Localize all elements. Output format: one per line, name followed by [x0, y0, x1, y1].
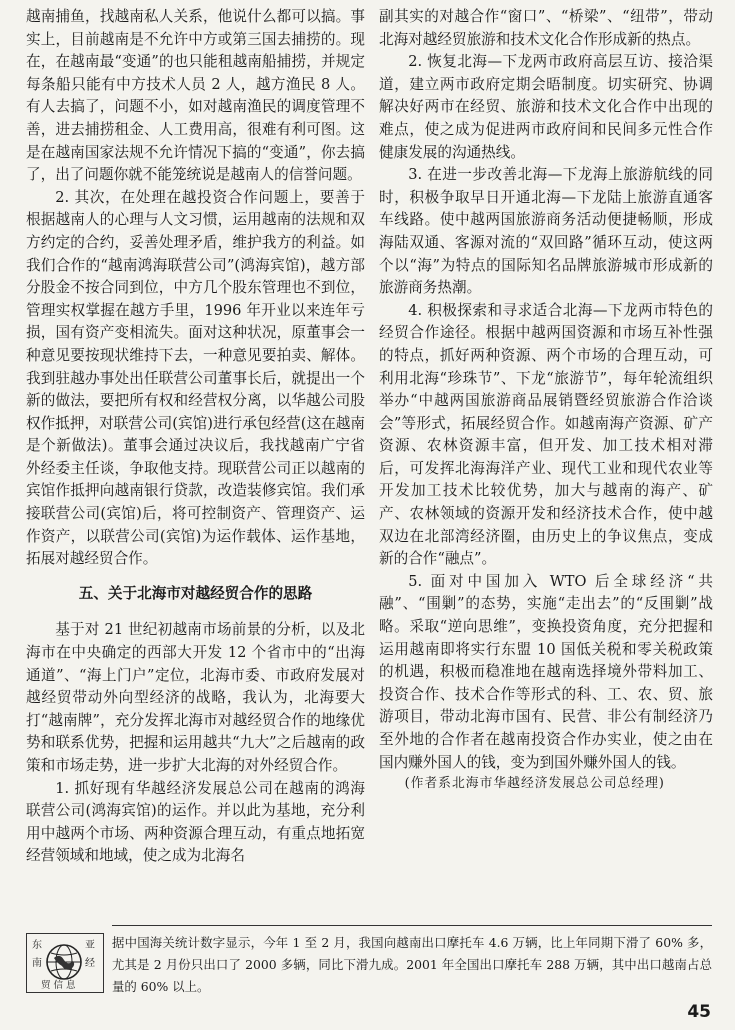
right-column: [379, 6, 713, 794]
svg-text:经: 经: [85, 958, 95, 969]
paragraph: 2. 恢复北海—下龙两市政府高层互访、接洽渠道，建立两市政府定期会晤制度。切实研究、协调解决好两市在经贸、旅游和技术文化合作中出现的难点，使之成为促进两市政府间和民间多元性合作健康发展的沟通热线。: [379, 53, 713, 161]
footer-note: 据中国海关统计数字显示，今年 1 至 2 月，我国向越南出口摩托车 4.6 万辆，比上年同期下滑了 60% 多，尤其是 2 月份只出口了 2000 多辆，同比下滑九成。2001 年全国出口摩托车 288 万辆，其中出口越南占总量的 60% 以上。: [112, 935, 712, 994]
paragraph: 1. 抓好现有华越经济发展总公司在越南的鸿海联营公司(鸿海宾馆)的运作。并以此为基地，充分利用中越两个市场、两种资源合理互动，有重点地拓宽经营领域和地域，使之成为北海名: [26, 779, 365, 865]
left-column: [26, 6, 365, 868]
paragraph: 4. 积极探索和寻求适合北海—下龙两市特色的经贸合作途径。根据中越两国资源和市场互补性强的特点，抓好两种资源、两个市场的合理互动，可利用北海“珍珠节”、下龙“旅游节”，每年轮流组织举办“中越两国旅游商品展销暨经贸旅游合作洽谈会”等形式，拓展经贸合作。如越南海产资源、矿产资源、农林资源丰富，但开发、加工技术相对滞后，可发挥北海海洋产业、现代工业和现代农业等开发加工技术比较优势，加大与越南的海产、矿产、农林领域的资源开发和经济技术合作，使中越双边在北部湾经济圈，由历史上的争议焦点，变成新的合作“融点”。: [379, 301, 713, 568]
footnote-divider: [112, 925, 712, 926]
paragraph: 副其实的对越合作“窗口”、“桥梁”、“纽带”，带动北海对越经贸旅游和技术文化合作形成新的热点。: [379, 8, 713, 48]
paragraph: 5. 面对中国加入 WTO 后全球经济“共融”、“围剿”的态势，实施“走出去”的“反围剿”战略。采取“逆向思维”，变换投资角度，充分把握和运用越南即将实行东盟 10 国低关税和零关税政策的机遇，积极而稳准地在越南选择境外带料加工、投资合作、技术合作等形式的科、工、农、贸、旅游项目，带动北海市国有、民营、非公有制经济乃至外地的合作者在越南投资合作办实业，使之由在国内赚外国人的钱，变为到国外赚外国人的钱。: [379, 572, 713, 771]
section-heading: 五、关于北海市对越经贸合作的思路: [78, 584, 313, 602]
page-number: 45: [687, 1002, 711, 1022]
svg-text:贸 信 息: 贸 信 息: [41, 980, 76, 991]
author-note: (作者系北海市华越经济发展总公司总经理): [404, 776, 665, 792]
paragraph: 基于对 21 世纪初越南市场前景的分析，以及北海市在中央确定的西部大开发 12 个省市中的“出海通道”、“海上门户”定位，北海市委、市政府发展对越经贸带动外向型经济的战略，我认为，北海要大打“越南牌”，充分发挥北海市对越经贸合作的地缘优势和联系优势，把握和运用越共“九大”之后越南的政策和市场走势，进一步扩大北海的对外经贸合作。: [26, 621, 365, 774]
svg-text:亚: 亚: [85, 940, 95, 951]
journal-stamp: [26, 933, 104, 993]
paragraph: 2. 其次，在处理在越投资合作问题上，要善于根据越南人的心理与人文习惯，运用越南的法规和双方约定的合约，妥善处理矛盾，维护我方的利益。如我们合作的“越南鸿海联营公司”(鸿海宾馆)，越方部分股金不按合同到位，中方几个股东管理也不到位，管理实权掌握在越方手里，1996 年开业以来连年亏损，国有资产变相流失。面对这种状况，原董事会一种意见要按现状维持下去，一种意见要拍卖、解体。我到驻越办事处出任联营公司董事长后，就提出一个新的做法，要把所有权和经营权分离，以华越公司股权作抵押，对联营公司(宾馆)进行承包经营(这在越南是个新做法)。董事会通过决议后，我找越南广宁省外经委主任谈，争取他支持。现联营公司正以越南的宾馆作抵押向越南银行贷款，改造装修宾馆。我们承接联营公司(宾馆)后，将可控制资产、管理资产、运作资产，以联营公司(宾馆)为运作载体、运作基地，拓展对越经贸合作。: [26, 188, 365, 568]
svg-text:南: 南: [32, 958, 42, 969]
globe-icon: [27, 934, 102, 991]
paragraph: 越南捕鱼，找越南私人关系，他说什么都可以搞。事实上，目前越南是不允许中方或第三国去捕捞的。现在，在越南最“变通”的也只能租越南船捕捞，并规定每条船只能有中方技术人员 2 人，越方渔民 8 人。有人去搞了，问题不小，如对越南渔民的调度管理不善，进去捕捞租金、人工费用高，很难有利可图。这是在越南国家法规不允许情况下搞的“变通”，你去搞了，出了问题你就不能笼统说是越南人的信誉问题。: [26, 8, 365, 184]
svg-text:东: 东: [32, 940, 42, 951]
paragraph: 3. 在进一步改善北海—下龙海上旅游航线的同时，积极争取早日开通北海—下龙陆上旅游直通客车线路。使中越两国旅游商务活动便捷畅顺，形成海陆双通、客源对流的“双回路”循环互动，使这两个以“海”为特点的国际知名品牌旅游城市形成新的旅游商务热潮。: [379, 166, 713, 297]
